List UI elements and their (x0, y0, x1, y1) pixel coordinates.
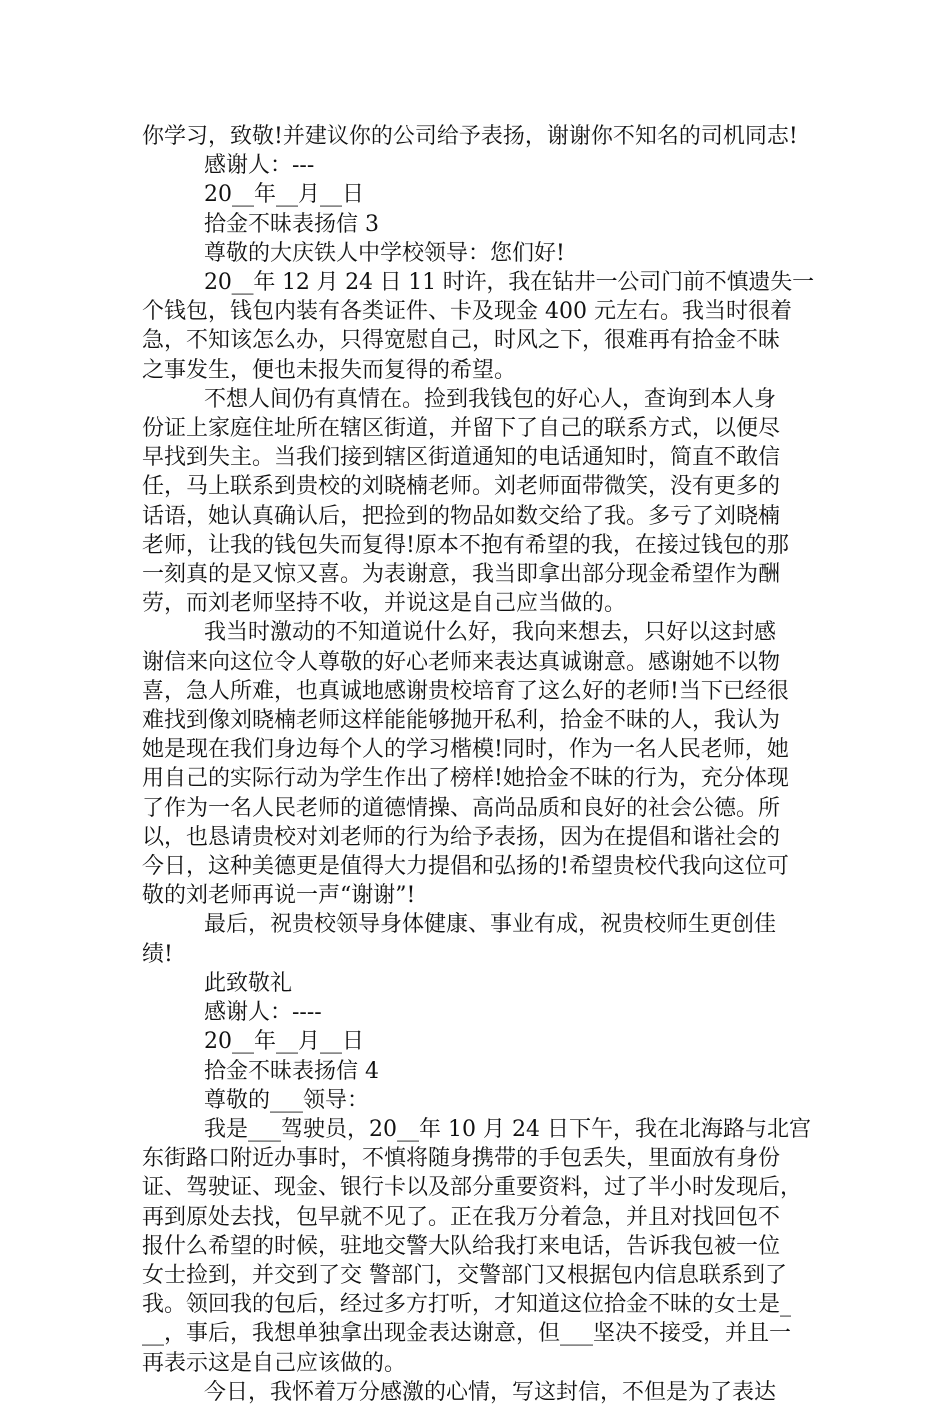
text-line: 20__年__月__日 (204, 182, 364, 208)
document-page (142, 122, 814, 1407)
text-line: 谢信来向这位令人尊敬的好心老师来表达真诚谢意。感谢她不以物 (142, 649, 781, 675)
text-line: 喜，急人所难，也真诚地感谢贵校培育了这么好的老师!当下已经很 (142, 678, 789, 704)
text-line: 拾金不昧表扬信 3 (204, 211, 379, 237)
text-line: 她是现在我们身边每个人的学习楷模!同时，作为一名人民老师，她 (142, 737, 789, 763)
text-line: 证、驾驶证、现金、银行卡以及部分重要资料，过了半小时发现后， (142, 1175, 803, 1201)
text-line: 尊敬的___领导： (204, 1087, 370, 1113)
text-line: 用自己的实际行动为学生作出了榜样!她拾金不昧的行为，充分体现 (142, 766, 789, 792)
text-line: 东街路口附近办事时，不慎将随身携带的手包丢失，里面放有身份 (142, 1146, 781, 1172)
text-line: 敬的刘老师再说一声“谢谢”! (142, 883, 416, 909)
text-line: 早找到失主。当我们接到辖区街道通知的电话通知时，简直不敢信 (142, 445, 781, 471)
text-line: 20__年__月__日 (204, 1029, 364, 1055)
text-line: 劳，而刘老师坚持不收，并说这是自己应当做的。 (142, 591, 627, 617)
text-line: 拾金不昧表扬信 4 (204, 1058, 379, 1084)
text-line: 难找到像刘晓楠老师这样能能够抛开私利，拾金不昧的人，我认为 (142, 708, 781, 734)
text-line: 20__年 12 月 24 日 11 时许，我在钻井一公司门前不慎遗失一 (204, 270, 814, 296)
text-line: 了作为一名人民老师的道德情操、高尚品质和良好的社会公德。所 (142, 795, 781, 821)
text-line: 我。领回我的包后，经过多方打听，才知道这位拾金不昧的女士是_ (142, 1292, 792, 1318)
text-line: 感谢人：--- (204, 153, 315, 179)
text-line: 我当时激动的不知道说什么好，我向来想去，只好以这封感 (204, 620, 777, 646)
text-line: 绩! (142, 941, 173, 967)
text-line: 尊敬的大庆铁人中学校领导：您们好! (204, 240, 565, 266)
text-line: 一刻真的是又惊又喜。为表谢意，我当即拿出部分现金希望作为酬 (142, 562, 781, 588)
text-line: 老师，让我的钱包失而复得!原本不抱有希望的我，在接过钱包的那 (142, 532, 789, 558)
text-line: 此致敬礼 (204, 970, 293, 996)
text-line: 报什么希望的时候，驻地交警大队给我打来电话，告诉我包被一位 (142, 1233, 781, 1259)
text-line: 话语，她认真确认后，把捡到的物品如数交给了我。多亏了刘晓楠 (142, 503, 781, 529)
text-line: 女士捡到，并交到了交 警部门，交警部门又根据包内信息联系到了 (142, 1262, 787, 1288)
text-line: 不想人间仍有真情在。捡到我钱包的好心人，查询到本人身 (204, 386, 777, 412)
text-line: 我是___驾驶员，20__年 10 月 24 日下午，我在北海路与北宫 (204, 1116, 811, 1142)
text-line: 今日，我怀着万分感激的心情，写这封信，不但是为了表达 (204, 1379, 777, 1405)
text-line: 之事发生，便也未报失而复得的希望。 (142, 357, 517, 383)
text-line: 再到原处去找，包早就不见了。正在我万分着急，并且对找回包不 (142, 1204, 781, 1230)
text-line: __，事后，我想单独拿出现金表达谢意，但___坚决不接受，并且一 (142, 1321, 792, 1347)
text-line: 急，不知该怎么办，只得宽慰自己，时风之下，很难再有拾金不昧 (142, 328, 781, 354)
text-line: 再表示这是自己应该做的。 (142, 1350, 407, 1376)
text-line: 今日，这种美德更是值得大力提倡和弘扬的!希望贵校代我向这位可 (142, 854, 789, 880)
text-line: 以，也恳请贵校对刘老师的行为给予表扬，因为在提倡和谐社会的 (142, 824, 781, 850)
text-line: 个钱包，钱包内装有各类证件、卡及现金 400 元左右。我当时很着 (142, 299, 792, 325)
text-line: 感谢人：---- (204, 1000, 322, 1026)
text-line: 你学习，致敬!并建议你的公司给予表扬，谢谢你不知名的司机同志! (142, 124, 798, 149)
text-line: 任，马上联系到贵校的刘晓楠老师。刘老师面带微笑，没有更多的 (142, 474, 781, 500)
text-line: 份证上家庭住址所在辖区街道，并留下了自己的联系方式，以便尽 (142, 416, 781, 442)
text-line: 最后，祝贵校领导身体健康、事业有成，祝贵校师生更创佳 (204, 912, 777, 938)
